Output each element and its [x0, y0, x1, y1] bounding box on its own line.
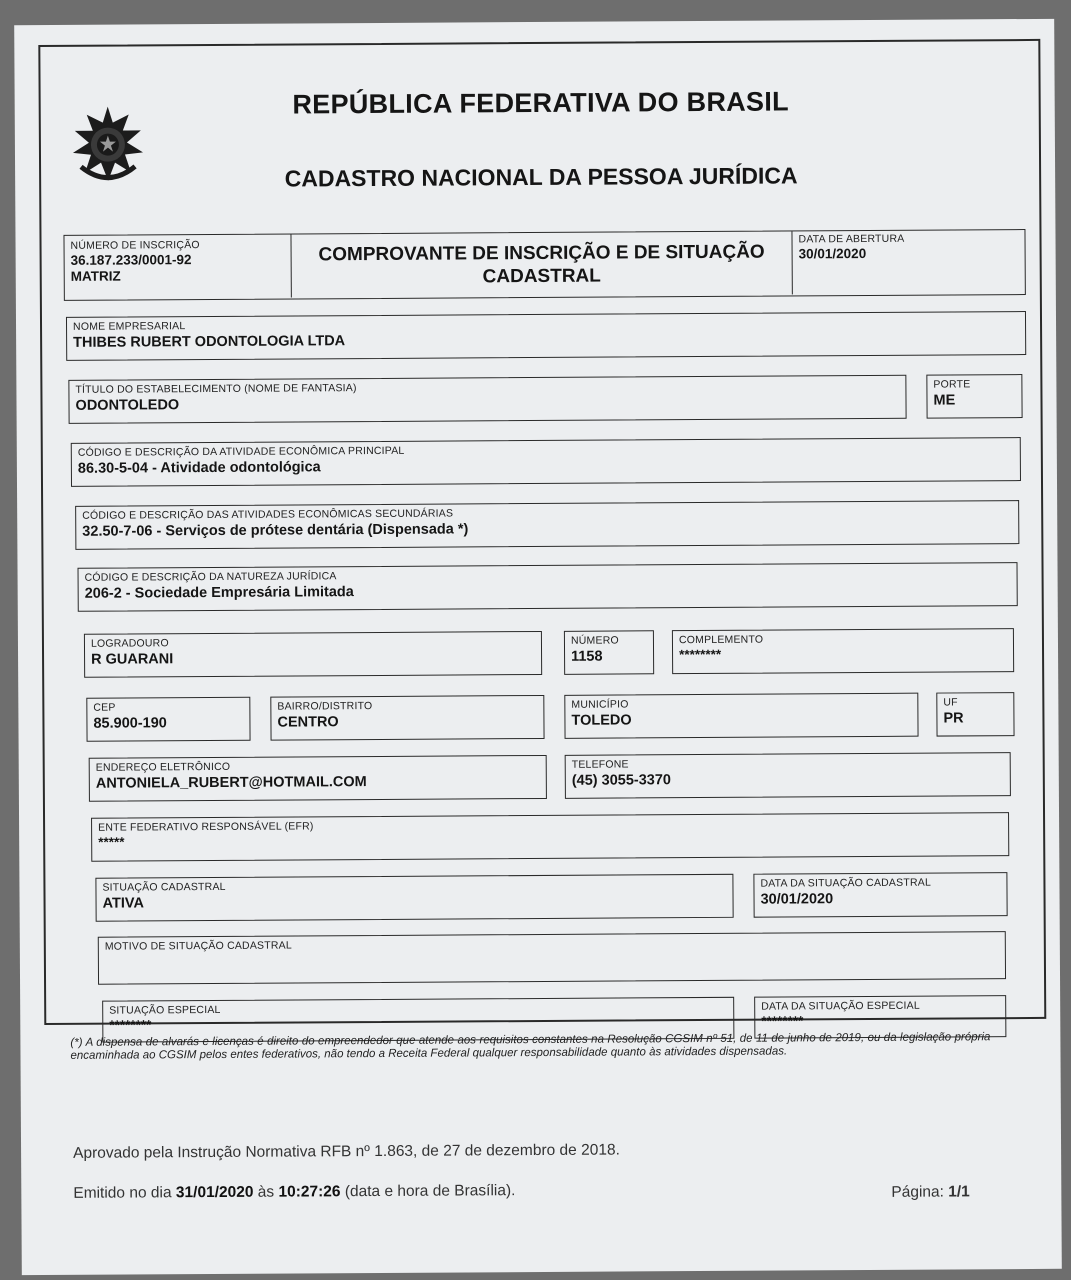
data-situacao-especial-value: ********	[761, 1013, 804, 1029]
page-value: 1/1	[948, 1183, 970, 1201]
porte-field	[926, 374, 1022, 419]
nome-empresarial-field	[66, 311, 1026, 361]
atividades-secundarias-field	[75, 500, 1019, 550]
logradouro-value: R GUARANI	[91, 651, 174, 668]
natureza-juridica-value: 206-2 - Sociedade Empresária Limitada	[84, 584, 354, 602]
atividades-secundarias-value: 32.50-7-06 - Serviços de prótese dentária (Dispensada *)	[82, 521, 469, 540]
telefone-field	[565, 752, 1011, 799]
complemento-field	[672, 628, 1014, 674]
abertura-value: 30/01/2020	[798, 245, 867, 262]
emitted-mid: às	[257, 1183, 275, 1201]
bairro-label: BAIRRO/DISTRITO	[277, 700, 373, 713]
data-situacao-value: 30/01/2020	[760, 891, 834, 908]
municipio-label: MUNICÍPIO	[571, 698, 629, 711]
page-number	[891, 1183, 970, 1201]
complemento-label: COMPLEMENTO	[678, 633, 764, 647]
efr-label: ENTE FEDERATIVO RESPONSÁVEL (EFR)	[98, 820, 314, 834]
natureza-juridica-field	[78, 562, 1018, 612]
efr-field	[91, 812, 1009, 862]
cep-field	[86, 697, 250, 742]
atividade-principal-value: 86.30-5-04 - Atividade odontológica	[77, 459, 321, 477]
emitted-prefix: Emitido no dia	[73, 1184, 172, 1202]
natureza-juridica-label: CÓDIGO E DESCRIÇÃO DA NATUREZA JURÍDICA	[84, 570, 337, 584]
nome-empresarial-value: THIBES RUBERT ODONTOLOGIA LTDA	[73, 333, 346, 351]
inscricao-label: NÚMERO DE INSCRIÇÃO	[70, 239, 200, 252]
bairro-field	[270, 695, 544, 741]
fantasia-field	[68, 375, 906, 424]
situacao-label: SITUAÇÃO CADASTRAL	[102, 880, 226, 894]
inscricao-row	[63, 229, 1025, 301]
republic-heading: REPÚBLICA FEDERATIVA DO BRASIL	[292, 86, 790, 120]
data-situacao-field	[753, 872, 1007, 918]
document-page	[14, 19, 1062, 1275]
porte-label: PORTE	[933, 378, 971, 391]
abertura-label: DATA DE ABERTURA	[798, 232, 905, 246]
nome-empresarial-label: NOME EMPRESARIAL	[72, 320, 186, 333]
document-title-line1: COMPROVANTE DE INSCRIÇÃO E DE SITUAÇÃO	[318, 241, 765, 265]
telefone-value: (45) 3055-3370	[571, 772, 672, 789]
numero-field	[564, 630, 654, 675]
atividade-principal-label: CÓDIGO E DESCRIÇÃO DA ATIVIDADE ECONÔMICA PRINCIPAL	[77, 444, 405, 459]
fantasia-value: ODONTOLEDO	[75, 397, 180, 414]
situacao-especial-label: SITUAÇÃO ESPECIAL	[109, 1003, 221, 1017]
cep-value: 85.900-190	[93, 715, 167, 732]
document-title	[290, 231, 792, 297]
municipio-value: TOLEDO	[571, 712, 632, 729]
situacao-value: ATIVA	[102, 895, 144, 912]
email-label: ENDEREÇO ELETRÔNICO	[95, 760, 231, 774]
atividades-secundarias-label: CÓDIGO E DESCRIÇÃO DAS ATIVIDADES ECONÔMICAS SECUNDÁRIAS	[82, 507, 454, 522]
motivo-label: MOTIVO DE SITUAÇÃO CADASTRAL	[104, 939, 292, 953]
motivo-field	[98, 931, 1006, 985]
registry-heading: CADASTRO NACIONAL DA PESSOA JURÍDICA	[284, 162, 798, 192]
uf-label: UF	[943, 696, 958, 709]
brazil-coat-of-arms-icon	[67, 104, 149, 186]
emitted-text	[73, 1182, 515, 1203]
inscricao-number: 36.187.233/0001-92	[70, 252, 192, 268]
emitted-suffix: (data e hora de Brasília).	[344, 1182, 516, 1201]
numero-value: 1158	[571, 648, 603, 665]
data-situacao-especial-label: DATA DA SITUAÇÃO ESPECIAL	[761, 999, 920, 1013]
logradouro-field	[84, 631, 542, 678]
data-situacao-label: DATA DA SITUAÇÃO CADASTRAL	[760, 876, 931, 890]
situacao-especial-value: ********	[109, 1017, 152, 1033]
emitted-time: 10:27:26	[278, 1183, 341, 1201]
inscricao-type: MATRIZ	[70, 268, 121, 284]
complemento-value: ********	[679, 646, 722, 663]
bairro-value: CENTRO	[277, 714, 339, 731]
logradouro-label: LOGRADOURO	[90, 637, 169, 650]
page-label: Página:	[891, 1183, 944, 1201]
uf-field	[936, 692, 1014, 736]
uf-value: PR	[943, 710, 964, 727]
document-title-line2: CADASTRAL	[482, 265, 601, 287]
situacao-field	[95, 874, 733, 922]
municipio-field	[564, 693, 918, 739]
emitted-date: 31/01/2020	[175, 1183, 254, 1202]
email-value: ANTONIELA_RUBERT@HOTMAIL.COM	[95, 774, 367, 792]
footnote: (*) A dispensa de alvarás e licenças é direito do empreendedor que atende aos requisitos constantes na Resolução CGSIM nº 51, de 11 de junho de 2019, ou da legislação própria encaminhada ao CGSIM pelos entes federativos, não tendo a Receita Federal qualquer responsabilidade quanto às atividades dispensadas.	[70, 1031, 991, 1062]
approval-text: Aprovado pela Instrução Normativa RFB nº 1.863, de 27 de dezembro de 2018.	[73, 1141, 620, 1162]
atividade-principal-field	[71, 437, 1021, 487]
porte-value: ME	[933, 392, 956, 409]
fantasia-label: TÍTULO DO ESTABELECIMENTO (NOME DE FANTASIA)	[75, 382, 357, 396]
cep-label: CEP	[93, 701, 116, 714]
document-frame	[38, 39, 1046, 1033]
efr-value: *****	[98, 834, 125, 850]
telefone-label: TELEFONE	[571, 758, 629, 771]
email-field	[89, 755, 547, 802]
numero-label: NÚMERO	[570, 634, 619, 647]
